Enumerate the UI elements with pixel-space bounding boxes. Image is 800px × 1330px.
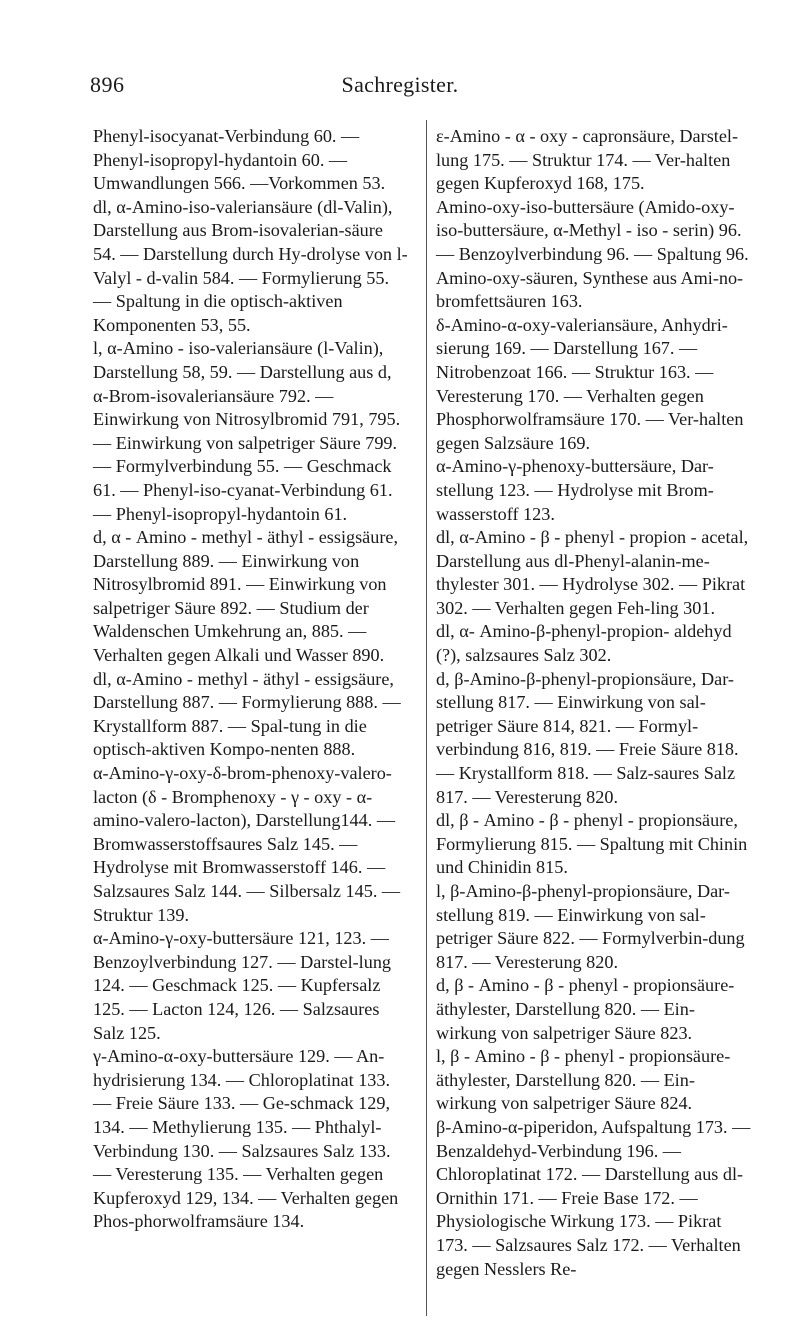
index-entry: dl, β - Amino - β - phenyl - propionsäure, Formylierung 815. — Spaltung mit Chinin und Chinidin 815. xyxy=(436,810,748,878)
index-entry: dl, α- Amino-β-phenyl-propion- aldehyd (?), salzsaures Salz 302. xyxy=(436,621,732,666)
index-entry: d, α - Amino - methyl - äthyl - essigsäure, Darstellung 889. — Einwirkung von Nitrosylbromid 891. — Einwirkung von salpetriger Säure 892. — Studium der Waldenschen Umkehrung an, 885. — Verhalten gegen Alkali und Wasser 890. xyxy=(93,527,399,666)
index-entry: d, β - Amino - β - phenyl - propionsäure-äthylester, Darstellung 820. — Ein-wirkung von salpetriger Säure 823. xyxy=(436,975,735,1043)
index-entry: l, α-Amino - iso-valeriansäure (l-Valin), Darstellung 58, 59. — Darstellung aus d, α-Brom-isovaleriansäure 792. — Einwirkung von Nitrosylbromid 791, 795. — Einwirkung von salpetriger Säure 799. — Formylverbindung 55. — Geschmack 61. — Phenyl-iso-cyanat-Verbindung 61. — Phenyl-isopropyl-hydantoin 61. xyxy=(93,338,401,524)
column-divider xyxy=(426,120,427,1316)
index-entry: α-Amino-γ-oxy-buttersäure 121, 123. — Benzoylverbindung 127. — Darstel-lung 124. — Geschmack 125. — Kupfersalz 125. — Lacton 124, 126. — Salzsaures Salz 125. xyxy=(93,928,392,1043)
index-entry: α-Amino-γ-phenoxy-buttersäure, Dar-stellung 123. — Hydrolyse mit Brom-wasserstoff 123. xyxy=(436,456,714,524)
index-column-left xyxy=(93,125,409,1234)
index-entry: Amino-oxy-säuren, Synthese aus Ami-no-bromfettsäuren 163. xyxy=(436,267,744,312)
index-entry: α-Amino-γ-oxy-δ-brom-phenoxy-valero-lacton (δ - Bromphenoxy - γ - oxy - α-amino-valero-lacton), Darstellung144. — Bromwasserstoffsaures Salz 145. — Hydrolyse mit Bromwasserstoff 146. — Salzsaures Salz 144. — Silbersalz 145. — Struktur 139. xyxy=(93,763,401,925)
index-entry: d, β-Amino-β-phenyl-propionsäure, Dar-stellung 817. — Einwirkung von sal-petriger Säure 814, 821. — Formyl-verbindung 816, 819. — Freie Säure 818. — Krystallform 818. — Salz-saures Salz 817. — Veresterung 820. xyxy=(436,668,739,807)
running-head: Sachregister. xyxy=(341,72,459,97)
index-entry: dl, α-Amino-iso-valeriansäure (dl-Valin), Darstellung aus Brom-isovalerian-säure 54. — Darstellung durch Hy-drolyse von l-Valyl - d-valin 584. — Formylierung 55. — Spaltung in die optisch-aktiven Komponenten 53, 55. xyxy=(93,196,408,335)
page-number: 896 xyxy=(90,72,125,97)
index-column-right xyxy=(436,125,752,1281)
index-entry: Phenyl-isocyanat-Verbindung 60. — Phenyl-isopropyl-hydantoin 60. — Umwandlungen 566. —Vorkommen 53. xyxy=(93,126,386,194)
index-entry: β-Amino-α-piperidon, Aufspaltung 173. — Benzaldehyd-Verbindung 196. — Chloroplatinat 172. — Darstellung aus dl-Ornithin 171. — Freie Base 172. — Physiologische Wirkung 173. — Pikrat 173. — Salzsaures Salz 172. — Verhalten gegen Nesslers Re- xyxy=(436,1116,751,1279)
index-entry: ε-Amino - α - oxy - capronsäure, Darstel-lung 175. — Struktur 174. — Ver-halten gegen Kupferoxyd 168, 175. xyxy=(436,126,739,194)
index-entry: l, β-Amino-β-phenyl-propionsäure, Dar-stellung 819. — Einwirkung von sal-petriger Säure 822. — Formylverbin-dung 817. — Veresterung 820. xyxy=(436,881,745,972)
index-entry: γ-Amino-α-oxy-buttersäure 129. — An-hydrisierung 134. — Chloroplatinat 133. — Freie Säure 133. — Ge-schmack 129, 134. — Methylierung 135. — Phthalyl-Verbindung 130. — Salzsaures Salz 133. — Veresterung 135. — Verhalten gegen Kupferoxyd 129, 134. — Verhalten gegen Phos-phorwolframsäure 134. xyxy=(93,1046,399,1232)
index-entry: Amino-oxy-iso-buttersäure (Amido-oxy-iso-buttersäure, α-Methyl - iso - serin) 96. — Benzoylverbindung 96. — Spaltung 96. xyxy=(436,196,749,264)
index-entry: dl, α-Amino - methyl - äthyl - essigsäure, Darstellung 887. — Formylierung 888. — Krystallform 887. — Spal-tung in die optisch-aktiven Kompo-nenten 888. xyxy=(93,668,401,760)
index-entry: dl, α-Amino - β - phenyl - propion - acetal, Darstellung aus dl-Phenyl-alanin-me-thylester 301. — Hydrolyse 302. — Pikrat 302. — Verhalten gegen Feh-ling 301. xyxy=(436,527,749,618)
index-entry: δ-Amino-α-oxy-valeriansäure, Anhydri-sierung 169. — Darstellung 167. — Nitrobenzoat 166. — Struktur 163. — Veresterung 170. — Verhalten gegen Phosphorwolframsäure 170. — Ver-halten gegen Salzsäure 169. xyxy=(436,314,744,453)
index-entry: l, β - Amino - β - phenyl - propionsäure-äthylester, Darstellung 820. — Ein-wirkung von salpetriger Säure 824. xyxy=(436,1046,731,1114)
